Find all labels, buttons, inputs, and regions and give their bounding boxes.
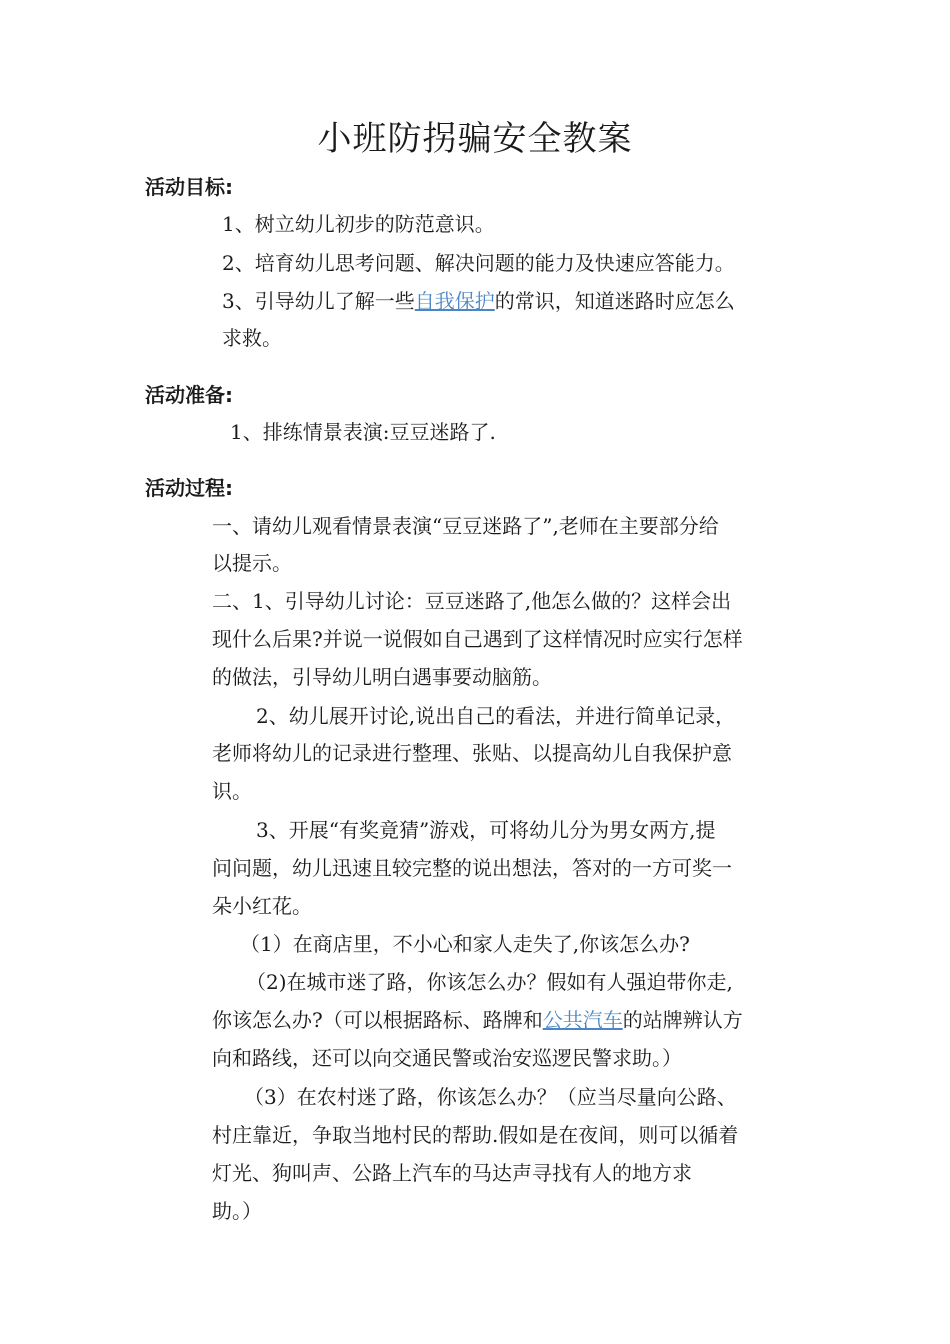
process-p4-line-3: 朵小红花。 (212, 894, 312, 918)
question-3-line-4: 助。） (212, 1199, 262, 1223)
question-2-text-end: 的站牌辨认方 (622, 1008, 743, 1032)
process-p4-line-1: 3、开展“有奖竟猜”游戏，可将幼儿分为男女两方,提 (256, 818, 716, 842)
prep-item-1: 1、排练情景表演:豆豆迷路了. (230, 420, 496, 444)
question-2-line-1: （2)在城市迷了路，你该怎么办？假如有人强迫带你走, (246, 970, 733, 994)
goal-item-2: 2、培育幼儿思考问题、解决问题的能力及快速应答能力。 (222, 251, 735, 275)
goal-item-1: 1、树立幼儿初步的防范意识。 (222, 212, 495, 236)
goal-item-3-text: 3、引导幼儿了解一些 (222, 289, 415, 313)
self-protection-link[interactable]: 自我保护 (414, 289, 495, 313)
process-p3-line-1: 2、幼儿展开讨论,说出自己的看法，并进行简单记录， (256, 704, 736, 728)
goals-heading: 活动目标: (145, 175, 233, 199)
process-p2-line-1: 二、1、引导幼儿讨论：豆豆迷路了,他怎么做的？这样会出 (212, 589, 732, 613)
process-p2-line-3: 的做法，引导幼儿明白遇事要动脑筋。 (212, 665, 552, 689)
process-p1-line-1: 一、请幼儿观看情景表演“豆豆迷路了”,老师在主要部分给 (212, 514, 719, 538)
process-p2-line-2: 现什么后果?并说一说假如自己遇到了这样情况时应实行怎样 (212, 627, 743, 651)
goal-item-3-continuation: 求救。 (222, 326, 282, 350)
goal-item-3-text-end: 的常识，知道迷路时应怎么 (494, 289, 735, 313)
document-title: 小班防拐骗安全教案 (317, 119, 633, 159)
process-p1-line-2: 以提示。 (212, 551, 292, 575)
process-p4-line-2: 问问题，幼儿迅速且较完整的说出想法，答对的一方可奖一 (212, 856, 732, 880)
prep-heading: 活动准备: (145, 383, 233, 407)
process-p3-line-3: 识。 (212, 779, 252, 803)
question-2-line-2 (212, 1005, 743, 1035)
process-p3-line-2: 老师将幼儿的记录进行整理、张贴、以提高幼儿自我保护意 (212, 741, 732, 765)
question-3-line-1: （3）在农村迷了路，你该怎么办？（应当尽量向公路、 (244, 1085, 737, 1109)
question-3-line-2: 村庄靠近，争取当地村民的帮助.假如是在夜间，则可以循着 (212, 1123, 739, 1147)
question-2-text: 你该怎么办?（可以根据路标、路牌和 (212, 1008, 543, 1032)
process-heading: 活动过程: (145, 476, 233, 500)
question-3-line-3: 灯光、狗叫声、公路上汽车的马达声寻找有人的地方求 (212, 1161, 692, 1185)
public-bus-link[interactable]: 公共汽车 (542, 1008, 623, 1032)
goal-item-3 (222, 286, 735, 316)
question-2-line-3: 向和路线，还可以向交通民警或治安巡逻民警求助。） (212, 1046, 682, 1070)
question-1: （1）在商店里，不小心和家人走失了,你该怎么办? (240, 932, 690, 956)
